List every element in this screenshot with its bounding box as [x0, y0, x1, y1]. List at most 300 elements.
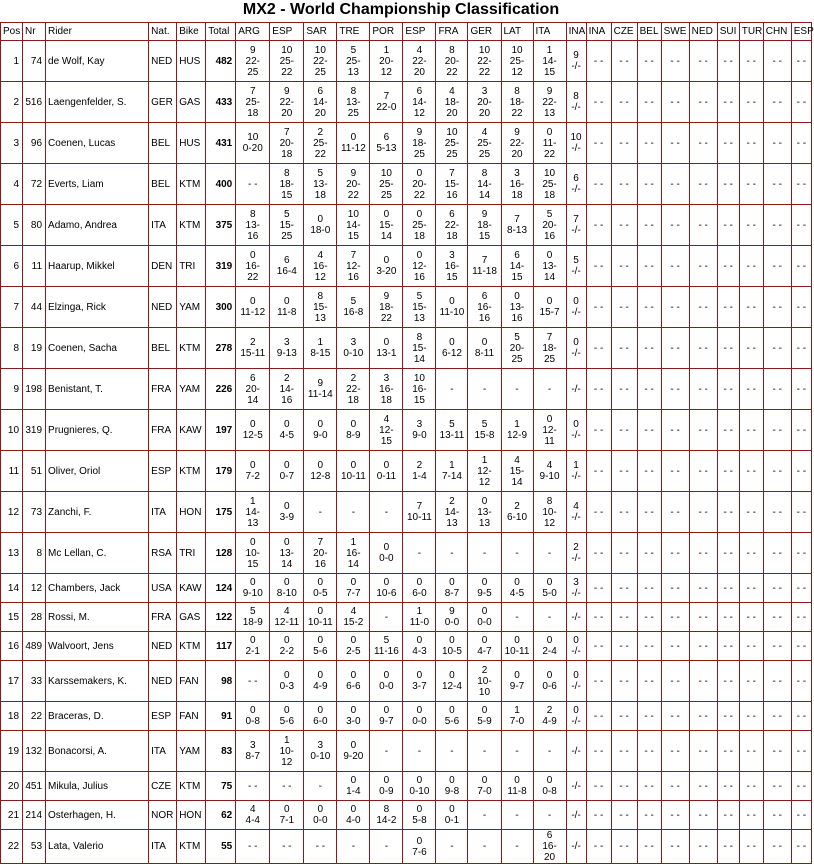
- empty-race-cell: - -: [611, 772, 637, 801]
- race-result-cell: [403, 702, 436, 731]
- race-result-cell: [304, 205, 337, 246]
- race-result-cell: [501, 369, 533, 410]
- race-result-cell: [370, 632, 403, 661]
- rider-cell: Laengenfelder, S.: [46, 82, 149, 123]
- empty-race-cell: - -: [689, 702, 717, 731]
- empty-race-cell: - -: [791, 603, 811, 632]
- race-result-cell: [403, 82, 436, 123]
- race-result-line: 10: [570, 132, 582, 143]
- race-result-line: 13-: [346, 96, 361, 108]
- race-result-cell: [236, 574, 270, 603]
- race-result-cell: [436, 632, 468, 661]
- rider-cell: Osterhagen, H.: [46, 801, 149, 830]
- race-result-line: 16-4: [276, 266, 297, 277]
- race-result-line: 16: [478, 312, 491, 324]
- race-result-line: 20-: [412, 178, 427, 190]
- race-result-line: 20-: [477, 96, 492, 108]
- empty-race-cell: - -: [611, 123, 637, 164]
- race-result-line: 0: [573, 670, 579, 681]
- table-row: [1, 328, 812, 369]
- race-result-line: 10-11: [407, 512, 432, 523]
- race-result-line: -: [515, 611, 519, 623]
- race-result-cell: [337, 702, 370, 731]
- race-result-cell: [468, 164, 501, 205]
- number-cell: 74: [23, 41, 46, 82]
- race-result-cell: [270, 451, 304, 492]
- race-result-cell: [501, 603, 533, 632]
- race-result-line: 0: [350, 460, 357, 471]
- race-result-line: 14: [413, 353, 425, 365]
- position-cell: 12: [1, 492, 23, 533]
- race-result-line: 0: [514, 577, 520, 588]
- race-result-line: 0: [317, 705, 324, 716]
- race-result-line: 15-: [509, 465, 525, 477]
- race-result-line: 3: [449, 249, 455, 261]
- race-result-cell: [533, 410, 566, 451]
- race-result-line: 15-2: [343, 617, 364, 628]
- race-result-line: 9-7: [509, 681, 525, 692]
- race-result-cell: [236, 246, 270, 287]
- empty-race-cell: - -: [611, 801, 637, 830]
- race-result-line: 5-6: [279, 716, 295, 727]
- race-result-line: -/-: [571, 266, 581, 277]
- race-result-cell: [337, 731, 370, 772]
- race-result-line: 2: [284, 372, 290, 384]
- empty-race-cell: - -: [739, 246, 763, 287]
- empty-race-cell: - -: [791, 772, 811, 801]
- race-result-line: 15: [247, 558, 259, 570]
- rider-cell: Zanchi, F.: [46, 492, 149, 533]
- race-result-cell: [468, 661, 501, 702]
- race-result-line: 0: [350, 577, 357, 588]
- race-result-line: 5: [449, 419, 455, 430]
- empty-race-cell: - -: [689, 661, 717, 702]
- race-result-line: 0: [350, 132, 357, 143]
- race-result-line: 20: [413, 66, 425, 78]
- table-row: [1, 830, 812, 864]
- race-result-line: 13: [314, 312, 326, 324]
- race-result-line: 0-8: [245, 716, 260, 727]
- race-result-line: 10-11: [340, 471, 366, 482]
- empty-race-cell: - -: [791, 205, 811, 246]
- race-result-line: 0-10: [409, 786, 430, 797]
- race-result-line: 16-: [412, 383, 427, 395]
- empty-race-cell: - -: [611, 82, 637, 123]
- position-cell: 2: [1, 82, 23, 123]
- race-result-line: 0: [546, 296, 553, 307]
- race-result-cell: [270, 328, 304, 369]
- empty-race-cell: - -: [586, 328, 611, 369]
- race-result-line: 18-: [477, 219, 492, 231]
- empty-race-cell: - -: [586, 82, 611, 123]
- race-result-line: 11-14: [307, 389, 333, 400]
- race-result-cell: [403, 661, 436, 702]
- race-result-line: 2-5: [346, 646, 361, 657]
- empty-race-cell: - -: [791, 410, 811, 451]
- race-result-line: 12: [314, 271, 326, 283]
- race-result-line: 0: [249, 419, 256, 430]
- race-result-line: 4: [350, 606, 357, 617]
- empty-race-cell: - -: [661, 533, 689, 574]
- race-result-cell: [304, 801, 337, 830]
- race-result-line: -/-: [571, 184, 581, 195]
- race-result-line: 18-0: [310, 225, 331, 236]
- empty-race-cell: - -: [763, 41, 791, 82]
- race-result-line: 0-10: [343, 348, 364, 359]
- race-result-line: 22: [511, 107, 523, 119]
- race-result-line: 10: [281, 44, 293, 56]
- total-cell: 91: [206, 702, 236, 731]
- race-result-line: 11-8: [277, 307, 297, 318]
- empty-race-cell: - -: [611, 731, 637, 772]
- empty-race-cell: - -: [739, 287, 763, 328]
- position-cell: 15: [1, 603, 23, 632]
- race-result-line: 0: [284, 804, 290, 815]
- empty-race-cell: - -: [637, 82, 661, 123]
- race-result-cell: [304, 328, 337, 369]
- race-result-cell: [566, 410, 586, 451]
- nationality-cell: FRA: [149, 410, 177, 451]
- race-result-cell: [533, 328, 566, 369]
- race-result-line: 25: [281, 230, 293, 242]
- race-result-line: 22-: [279, 96, 295, 108]
- race-result-line: -: [515, 809, 519, 821]
- table-row: [1, 772, 812, 801]
- empty-race-cell: - -: [689, 632, 717, 661]
- empty-race-cell: - -: [763, 82, 791, 123]
- race-result-line: 2: [449, 495, 455, 507]
- number-cell: 489: [23, 632, 46, 661]
- empty-race-cell: - -: [739, 123, 763, 164]
- race-result-cell: [270, 492, 304, 533]
- race-result-line: 0: [383, 577, 390, 588]
- race-result-cell: [304, 830, 337, 864]
- nationality-cell: NED: [149, 632, 177, 661]
- race-result-line: 0: [481, 705, 488, 716]
- race-result-line: 11-10: [439, 307, 465, 318]
- race-result-line: -/-: [571, 553, 581, 564]
- total-cell: 482: [206, 41, 236, 82]
- race-result-cell: [236, 451, 270, 492]
- position-cell: 18: [1, 702, 23, 731]
- empty-race-cell: - -: [611, 410, 637, 451]
- column-header: SAR: [304, 23, 337, 41]
- race-result-line: -/-: [571, 430, 581, 441]
- race-result-cell: [403, 246, 436, 287]
- race-result-line: -/-: [571, 809, 581, 821]
- race-result-line: 22: [478, 66, 491, 78]
- race-result-cell: [566, 533, 586, 574]
- race-result-cell: [236, 731, 270, 772]
- race-result-cell: [370, 41, 403, 82]
- race-result-line: -: [482, 383, 487, 395]
- race-result-line: 0-8: [542, 786, 557, 797]
- race-result-line: 12-11: [274, 617, 300, 628]
- column-header: Nr: [23, 23, 46, 41]
- race-result-line: 5: [249, 606, 256, 617]
- table-row: [1, 731, 812, 772]
- empty-race-cell: - -: [791, 661, 811, 702]
- empty-race-cell: - -: [637, 731, 661, 772]
- empty-race-cell: - -: [791, 533, 811, 574]
- column-header: ESP: [270, 23, 304, 41]
- number-cell: 33: [23, 661, 46, 702]
- race-result-cell: [436, 533, 468, 574]
- rider-cell: Haarup, Mikkel: [46, 246, 149, 287]
- empty-race-cell: - -: [637, 632, 661, 661]
- race-result-line: -: [547, 809, 552, 821]
- race-result-line: -: [384, 506, 389, 518]
- empty-race-cell: - -: [717, 574, 739, 603]
- race-result-line: 0: [317, 460, 324, 471]
- empty-race-cell: - -: [611, 492, 637, 533]
- column-header: Nat.: [149, 23, 177, 41]
- race-result-cell: [533, 287, 566, 328]
- race-result-line: 14: [281, 558, 293, 570]
- empty-race-cell: - -: [611, 533, 637, 574]
- race-result-cell: [501, 328, 533, 369]
- race-result-line: 8: [284, 167, 290, 179]
- empty-race-cell: - -: [717, 533, 739, 574]
- race-result-cell: [304, 287, 337, 328]
- race-result-cell: [337, 492, 370, 533]
- race-result-line: 9-7: [379, 716, 394, 727]
- race-result-cell: [304, 246, 337, 287]
- column-header: POR: [370, 23, 403, 41]
- race-result-line: 0: [383, 337, 390, 348]
- empty-race-cell: - -: [611, 632, 637, 661]
- race-result-line: 14: [247, 394, 259, 406]
- race-result-line: 3-0: [346, 716, 361, 727]
- race-result-line: 4-0: [346, 815, 361, 826]
- race-result-cell: [370, 492, 403, 533]
- race-result-line: 10: [478, 686, 491, 698]
- race-result-line: - -: [248, 780, 258, 792]
- race-result-line: 3: [383, 372, 390, 384]
- race-result-line: 18: [413, 230, 425, 242]
- race-result-cell: [270, 772, 304, 801]
- table-row: [1, 369, 812, 410]
- race-result-line: -: [482, 809, 487, 821]
- race-result-line: 10-: [542, 506, 557, 518]
- race-result-line: 4-9: [542, 716, 557, 727]
- race-result-cell: [370, 801, 403, 830]
- race-result-cell: [236, 492, 270, 533]
- race-result-line: 16: [511, 312, 523, 324]
- empty-race-cell: - -: [637, 451, 661, 492]
- race-result-line: 0: [350, 670, 357, 681]
- race-result-cell: [436, 205, 468, 246]
- race-result-line: 0-5: [313, 588, 328, 599]
- race-result-cell: [270, 533, 304, 574]
- race-result-line: 0: [449, 577, 455, 588]
- number-cell: 214: [23, 801, 46, 830]
- race-result-cell: [501, 246, 533, 287]
- bike-cell: GAS: [177, 82, 206, 123]
- number-cell: 44: [23, 287, 46, 328]
- race-result-cell: [304, 632, 337, 661]
- empty-race-cell: - -: [661, 632, 689, 661]
- total-cell: 197: [206, 410, 236, 451]
- bike-cell: KTM: [177, 451, 206, 492]
- race-result-line: 0: [514, 670, 520, 681]
- race-result-line: -: [384, 841, 389, 852]
- column-header: BEL: [637, 23, 661, 41]
- race-result-line: -/-: [571, 471, 581, 482]
- race-result-line: 7: [481, 255, 488, 266]
- empty-race-cell: - -: [791, 801, 811, 830]
- race-result-line: 22-: [477, 55, 492, 67]
- race-result-cell: [468, 533, 501, 574]
- race-result-cell: [403, 772, 436, 801]
- race-result-line: 14-: [313, 96, 328, 108]
- empty-race-cell: - -: [586, 574, 611, 603]
- race-result-cell: [337, 632, 370, 661]
- number-cell: 132: [23, 731, 46, 772]
- position-cell: 17: [1, 661, 23, 702]
- race-result-cell: [370, 369, 403, 410]
- position-cell: 3: [1, 123, 23, 164]
- race-result-line: 16-: [477, 301, 492, 313]
- race-result-line: 8: [449, 44, 455, 56]
- race-result-line: 4: [284, 606, 290, 617]
- race-result-cell: [533, 661, 566, 702]
- race-result-line: 11-16: [373, 646, 399, 657]
- race-result-line: 0: [284, 501, 290, 512]
- race-result-line: 4-5: [279, 430, 295, 441]
- race-result-line: 15-: [412, 301, 427, 313]
- rider-cell: Braceras, D.: [46, 702, 149, 731]
- race-result-line: 15-: [412, 342, 427, 354]
- empty-race-cell: - -: [637, 702, 661, 731]
- race-result-cell: [270, 205, 304, 246]
- race-result-cell: [533, 533, 566, 574]
- table-row: [1, 410, 812, 451]
- race-result-line: 10-: [279, 745, 295, 757]
- race-result-cell: [304, 702, 337, 731]
- race-result-line: -: [515, 383, 519, 395]
- race-result-line: -/-: [571, 716, 581, 727]
- race-result-line: 25-: [477, 137, 492, 149]
- empty-race-cell: - -: [661, 661, 689, 702]
- race-result-cell: [533, 772, 566, 801]
- race-result-cell: [370, 246, 403, 287]
- race-result-line: 0: [449, 337, 455, 348]
- empty-race-cell: - -: [689, 574, 717, 603]
- nationality-cell: BEL: [149, 328, 177, 369]
- race-result-line: 16-: [313, 260, 328, 272]
- race-result-cell: [236, 328, 270, 369]
- race-result-cell: [501, 164, 533, 205]
- race-result-line: 0: [317, 804, 324, 815]
- empty-race-cell: - -: [739, 801, 763, 830]
- race-result-line: 0-1: [444, 815, 460, 826]
- race-result-line: 1: [350, 536, 357, 548]
- race-result-cell: [501, 123, 533, 164]
- race-result-line: 7-14: [441, 471, 462, 482]
- race-result-cell: [533, 41, 566, 82]
- empty-race-cell: - -: [661, 603, 689, 632]
- race-result-line: 0: [383, 255, 390, 266]
- race-result-line: 11-: [542, 137, 557, 149]
- race-result-cell: [468, 574, 501, 603]
- bike-cell: HUS: [177, 123, 206, 164]
- nationality-cell: NED: [149, 287, 177, 328]
- empty-race-cell: - -: [763, 328, 791, 369]
- race-result-line: 10: [380, 167, 392, 179]
- race-result-cell: [468, 369, 501, 410]
- race-result-cell: [501, 661, 533, 702]
- rider-cell: Chambers, Jack: [46, 574, 149, 603]
- race-result-cell: [403, 123, 436, 164]
- race-result-cell: [566, 369, 586, 410]
- race-result-line: 14-: [279, 383, 295, 395]
- race-result-line: 10: [543, 167, 556, 179]
- empty-race-cell: - -: [586, 410, 611, 451]
- race-result-line: 16: [281, 394, 293, 406]
- race-result-line: 10-11: [307, 617, 333, 628]
- empty-race-cell: - -: [689, 772, 717, 801]
- race-result-line: 3-20: [376, 266, 397, 277]
- total-cell: 278: [206, 328, 236, 369]
- nationality-cell: ITA: [149, 492, 177, 533]
- empty-race-cell: - -: [611, 164, 637, 205]
- race-result-line: 5: [317, 167, 324, 179]
- race-result-line: 20-: [379, 55, 394, 67]
- number-cell: 451: [23, 772, 46, 801]
- race-result-cell: [468, 123, 501, 164]
- race-result-cell: [533, 82, 566, 123]
- empty-race-cell: - -: [791, 328, 811, 369]
- race-result-line: 8: [350, 85, 357, 97]
- race-result-line: 0: [416, 835, 423, 847]
- empty-race-cell: - -: [739, 164, 763, 205]
- race-result-cell: [370, 205, 403, 246]
- race-result-line: 9-13: [276, 348, 297, 359]
- race-result-line: 12-9: [507, 430, 528, 441]
- empty-race-cell: - -: [661, 328, 689, 369]
- race-result-cell: [501, 574, 533, 603]
- race-result-cell: [370, 603, 403, 632]
- race-result-line: 13: [247, 517, 259, 529]
- race-result-line: 5: [350, 296, 357, 307]
- race-result-line: 1: [546, 44, 553, 56]
- empty-race-cell: - -: [763, 246, 791, 287]
- race-result-line: 0: [416, 635, 423, 646]
- empty-race-cell: - -: [689, 164, 717, 205]
- position-cell: 5: [1, 205, 23, 246]
- race-result-cell: [533, 731, 566, 772]
- bike-cell: HUS: [177, 41, 206, 82]
- race-result-line: 5: [416, 290, 423, 302]
- race-result-cell: [533, 702, 566, 731]
- race-result-line: 1: [416, 606, 423, 617]
- race-result-line: 25-: [444, 137, 460, 149]
- empty-race-cell: - -: [763, 369, 791, 410]
- number-cell: 80: [23, 205, 46, 246]
- bike-cell: KAW: [177, 574, 206, 603]
- bike-cell: KTM: [177, 328, 206, 369]
- race-result-cell: [566, 731, 586, 772]
- rider-cell: Lata, Valerio: [46, 830, 149, 864]
- race-result-line: 0: [416, 705, 423, 716]
- empty-race-cell: - -: [763, 410, 791, 451]
- race-result-cell: [533, 164, 566, 205]
- empty-race-cell: - -: [586, 287, 611, 328]
- total-cell: 433: [206, 82, 236, 123]
- nationality-cell: FRA: [149, 369, 177, 410]
- race-result-cell: [270, 82, 304, 123]
